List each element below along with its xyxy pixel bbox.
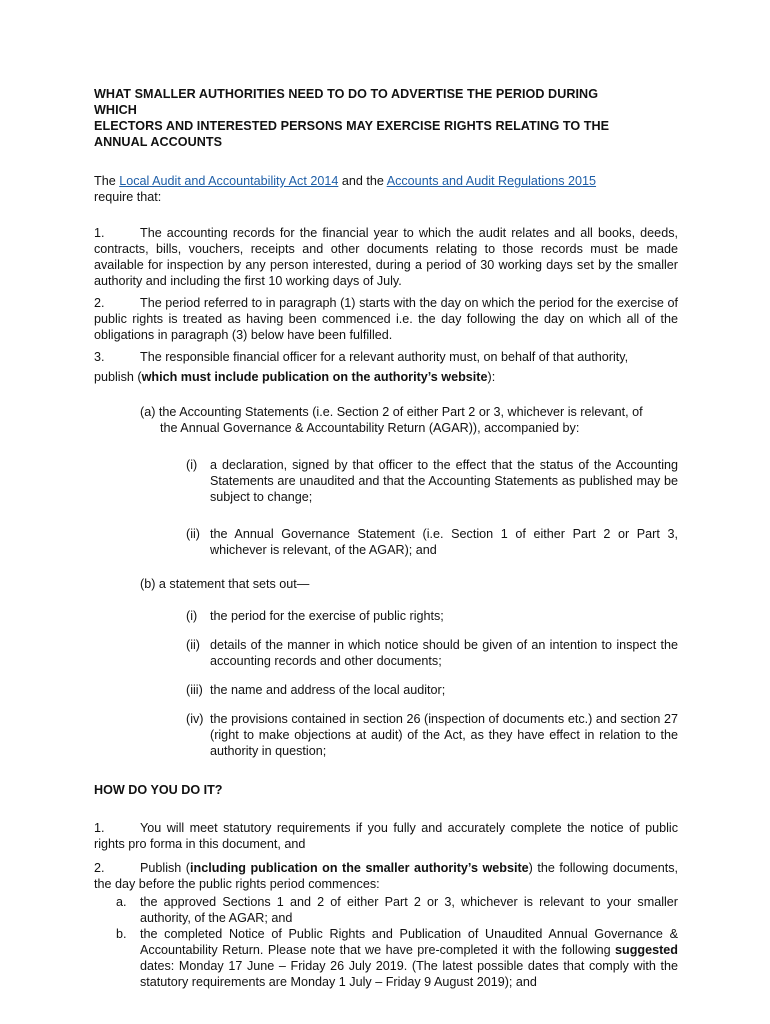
paragraph-3: [94, 349, 678, 385]
intro-suffix: require that:: [94, 190, 162, 204]
item-a-line: (a) the Accounting Statements (i.e. Section 2 of either Part 2 or 3, whichever is relevant, of: [140, 405, 643, 419]
paragraph-text: The responsible financial officer for a relevant authority must, on behalf of that authority,: [140, 350, 629, 364]
item-a-sub-ii: [186, 526, 678, 558]
alpha-suffix: dates: Monday 17 June – Friday 26 July 2019. (The latest possible dates that comply with the statutory requirements are Monday 1 July – Friday 9 August 2019); and: [140, 959, 678, 989]
roman-text: the name and address of the local auditor;: [210, 683, 446, 697]
continuation-suffix: ):: [487, 370, 496, 384]
roman-number: (iv): [186, 712, 204, 726]
website-requirement: including publication on the smaller authority’s website: [190, 861, 529, 875]
paragraph-number: 1.: [94, 226, 105, 240]
heading-line: ANNUAL ACCOUNTS: [94, 135, 223, 149]
roman-number: (iii): [186, 683, 203, 697]
item-a-line: the Annual Governance & Accountability Return (AGAR)), accompanied by:: [160, 421, 580, 435]
roman-text: the Annual Governance Statement (i.e. Section 1 of either Part 2 or Part 3, whichever is relevant, of the AGAR); and: [210, 527, 678, 557]
intro-middle: and the: [338, 174, 387, 188]
roman-number: (i): [186, 609, 198, 623]
intro-text: [94, 173, 678, 205]
how-paragraph-1: [94, 820, 678, 852]
item-b-sub-iii: [186, 682, 678, 698]
suggested-label: suggested: [615, 943, 678, 957]
how-item-b: [116, 926, 678, 990]
how-paragraph-2: [94, 860, 678, 892]
item-b-text: (b) a statement that sets out—: [140, 577, 310, 591]
item-a-sub-i: [186, 457, 678, 505]
paragraph-3-continuation: [94, 369, 678, 385]
intro-prefix: The: [94, 174, 120, 188]
roman-number: (i): [186, 458, 198, 472]
alpha-number: b.: [116, 927, 127, 941]
item-b: [140, 576, 678, 592]
paragraph-number: 2.: [94, 861, 105, 875]
paragraph-text: You will meet statutory requirements if you fully and accurately complete the notice of public rights pro forma in this document, and: [94, 821, 678, 851]
alpha-text: [140, 926, 678, 990]
paragraph-2: [94, 295, 678, 343]
heading-line: ELECTORS AND INTERESTED PERSONS MAY EXERCISE RIGHTS RELATING TO THE: [94, 119, 610, 133]
paragraph-suffix: ) the following documents, the day before the public rights period commences:: [94, 861, 678, 891]
paragraph-1: [94, 225, 678, 289]
local-audit-act-link[interactable]: Local Audit and Accountability Act 2014: [119, 174, 339, 188]
roman-number: (ii): [186, 638, 200, 652]
how-heading: HOW DO YOU DO IT?: [94, 783, 223, 797]
website-requirement: which must include publication on the authority’s website: [141, 370, 488, 384]
paragraph-number: 3.: [94, 350, 105, 364]
continuation-prefix: publish (: [94, 370, 142, 384]
item-b-sub-i: [186, 608, 678, 624]
document-heading: [94, 86, 678, 150]
alpha-text: the approved Sections 1 and 2 of either Part 2 or 3, whichever is relevant to your smaller authority, of the AGAR; and: [140, 895, 678, 925]
item-b-sub-iv: [186, 711, 678, 759]
item-b-sub-ii: [186, 637, 678, 669]
roman-text: the period for the exercise of public rights;: [210, 609, 444, 623]
roman-number: (ii): [186, 527, 200, 541]
roman-text: the provisions contained in section 26 (inspection of documents etc.) and section 27 (right to make objections at audit) of the Act, as they have effect in relation to the authority in question;: [210, 712, 678, 758]
heading-line: WHAT SMALLER AUTHORITIES NEED TO DO TO ADVERTISE THE PERIOD DURING: [94, 87, 599, 101]
paragraph-number: 1.: [94, 821, 105, 835]
alpha-prefix: the completed Notice of Public Rights and Publication of Unaudited Annual Governance & Accountability Return. Please note that we have pre-completed it with the following: [140, 927, 678, 957]
item-a: [140, 404, 678, 436]
paragraph-prefix: Publish (: [140, 861, 191, 875]
roman-text: a declaration, signed by that officer to the effect that the status of the Accounting Statements are unaudited and that the Accounting Statements as published may be subject to change;: [210, 458, 678, 504]
alpha-number: a.: [116, 895, 127, 909]
roman-text: details of the manner in which notice should be given of an intention to inspect the accounting records and other documents;: [210, 638, 678, 668]
paragraph-number: 2.: [94, 296, 105, 310]
paragraph-text: The accounting records for the financial year to which the audit relates and all books, deeds, contracts, bills, vouchers, receipts and other documents relating to those records must be made available for inspection by any person interested, during a period of 30 working days set by the smaller authority and including the first 10 working days of July.: [94, 226, 678, 288]
how-item-a: [116, 894, 678, 926]
audit-regulations-link[interactable]: Accounts and Audit Regulations 2015: [386, 174, 597, 188]
document-body: [94, 86, 678, 990]
heading-line: WHICH: [94, 103, 137, 117]
paragraph-text: The period referred to in paragraph (1) starts with the day on which the period for the exercise of public rights is treated as having been commenced i.e. the day following the day on which all of the obligations in paragraph (3) below have been fulfilled.: [94, 296, 678, 342]
